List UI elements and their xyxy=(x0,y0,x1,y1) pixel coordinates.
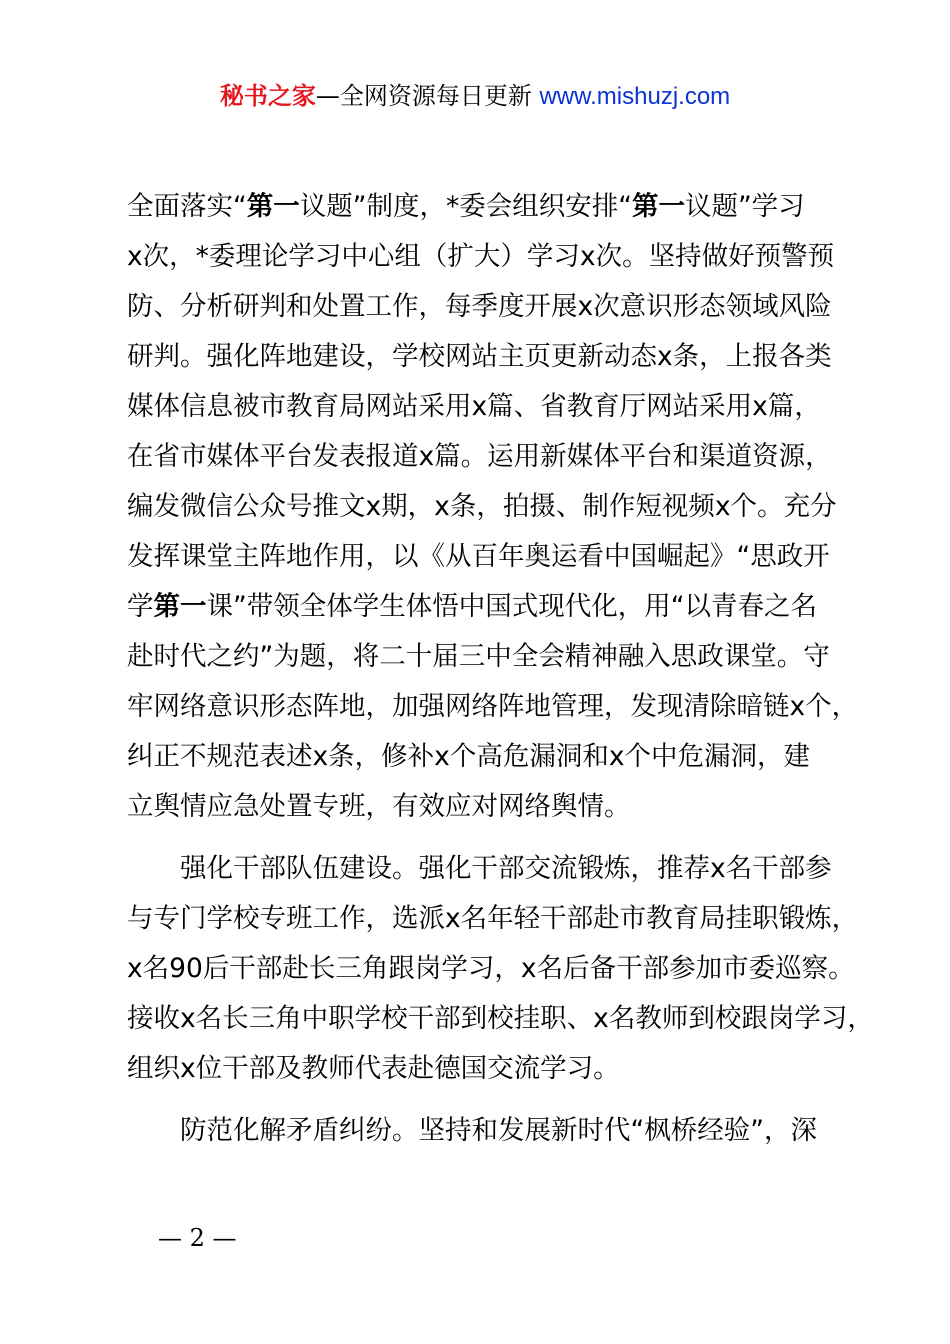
brand-name: 秘书之家 xyxy=(219,82,316,110)
text-run: 议题”制度，*委会组织安排“ xyxy=(299,191,632,222)
paragraph-first-topic xyxy=(127,182,859,832)
text-line: 纠正不规范表述x条，修补x个高危漏洞和x个中危漏洞，建 xyxy=(127,741,811,772)
header-tagline: —全网资源每日更新 xyxy=(315,82,540,110)
paragraph-cadre-team xyxy=(127,844,874,1094)
text-line: 防、分析研判和处置工作，每季度开展x次意识形态领域风险 xyxy=(127,291,832,322)
text-line xyxy=(127,582,827,632)
text-line: 发挥课堂主阵地作用，以《从百年奥运看中国崛起》“思政开 xyxy=(127,541,830,572)
bold-text: 第一 xyxy=(246,191,300,222)
text-line: 接收x名长三角中职学校干部到校挂职、x名教师到校跟岗学习， xyxy=(127,1003,874,1034)
text-run: 学 xyxy=(127,591,154,622)
text-run: 全面落实“ xyxy=(127,191,247,222)
text-line: x名90后干部赴长三角跟岗学习，x名后备干部参加市委巡察。 xyxy=(127,953,855,984)
text-line: 防范化解矛盾纠纷。坚持和发展新时代“枫桥经验”，深 xyxy=(180,1115,817,1146)
text-run: 课”带领全体学生体悟中国式现代化，用“以青春之名 xyxy=(206,591,817,622)
site-header xyxy=(0,80,950,113)
text-line: 立舆情应急处置专班，有效应对网络舆情。 xyxy=(127,791,631,822)
site-url-link[interactable]: www.mishuzj.com xyxy=(539,83,731,110)
text-run: 议题”学习 xyxy=(684,191,805,222)
text-line: 研判。强化阵地建设，学校网站主页更新动态x条，上报各类 xyxy=(127,341,832,372)
text-line: 编发微信公众号推文x期，x条，拍摄、制作短视频x个。充分 xyxy=(127,491,837,522)
text-line: 强化干部队伍建设。强化干部交流锻炼，推荐x名干部参 xyxy=(180,853,832,884)
text-line: x次，*委理论学习中心组（扩大）学习x次。坚持做好预警预 xyxy=(127,241,835,272)
text-line: 在省市媒体平台发表报道x篇。运用新媒体平台和渠道资源， xyxy=(127,441,832,472)
bold-text: 第一 xyxy=(153,591,207,622)
text-line: 赴时代之约”为题，将二十届三中全会精神融入思政课堂。守 xyxy=(127,641,830,672)
document-body xyxy=(127,182,874,1156)
page-number: — 2 — xyxy=(158,1224,237,1252)
text-line: 媒体信息被市教育局网站采用x篇、省教育厅网站采用x篇， xyxy=(127,391,821,422)
paragraph-dispute-resolution xyxy=(127,1106,827,1156)
text-line xyxy=(127,182,827,232)
text-line: 与专门学校专班工作，选派x名年轻干部赴市教育局挂职锻炼， xyxy=(127,903,859,934)
bold-text: 第一 xyxy=(631,191,685,222)
text-line: 牢网络意识形态阵地，加强网络阵地管理，发现清除暗链x个， xyxy=(127,691,859,722)
text-line: 组织x位干部及教师代表赴德国交流学习。 xyxy=(127,1053,620,1084)
